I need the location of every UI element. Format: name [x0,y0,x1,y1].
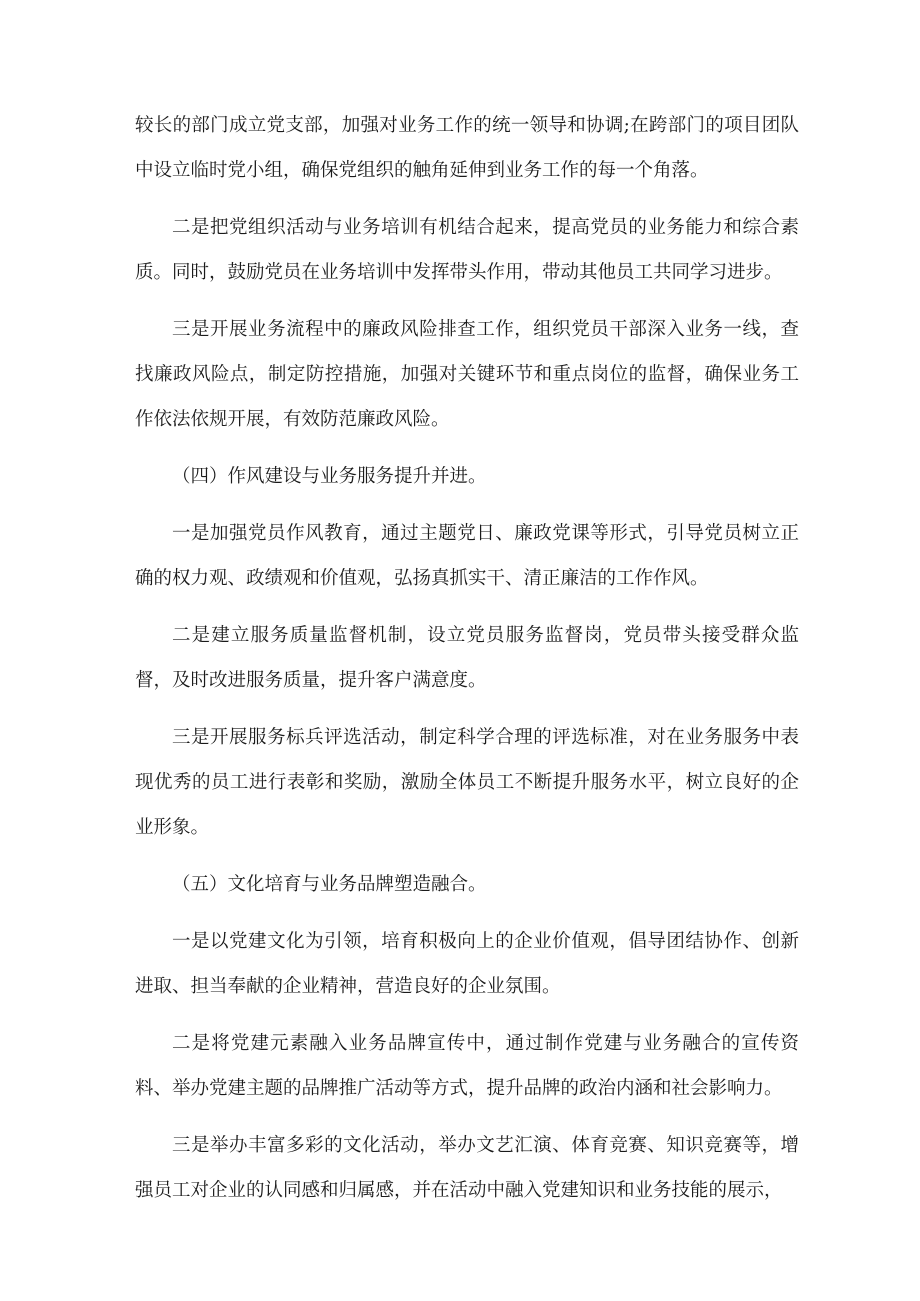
paragraph: 二是将党建元素融入业务品牌宣传中，通过制作党建与业务融合的宣传资料、举办党建主题的品牌推广活动等方式，提升品牌的政治内涵和社会影响力。 [135,1033,799,1099]
paragraph: 三是开展服务标兵评选活动，制定科学合理的评选标准，对在业务服务中表现优秀的员工进行表彰和奖励，激励全体员工不断提升服务水平，树立良好的企业形象。 [135,727,799,838]
paragraph: 二是把党组织活动与业务培训有机结合起来，提高党员的业务能力和综合素质。同时，鼓励党员在业务培训中发挥带头作用，带动其他员工共同学习进步。 [135,217,799,283]
document-body [135,103,799,1225]
section-heading: （四）作风建设与业务服务提升并进。 [172,466,487,487]
paragraph: 一是以党建文化为引领，培育积极向上的企业价值观，倡导团结协作、创新进取、担当奉献的企业精神，营造良好的企业氛围。 [135,931,799,997]
paragraph: 一是加强党员作风教育，通过主题党日、廉政党课等形式，引导党员树立正确的权力观、政绩观和价值观，弘扬真抓实干、清正廉洁的工作作风。 [135,523,799,589]
paragraph: 三是开展业务流程中的廉政风险排查工作，组织党员干部深入业务一线，查找廉政风险点，制定防控措施，加强对关键环节和重点岗位的监督，确保业务工作依法依规开展，有效防范廉政风险。 [135,319,799,430]
paragraph: 三是举办丰富多彩的文化活动，举办文艺汇演、体育竞赛、知识竞赛等，增强员工对企业的认同感和归属感，并在活动中融入党建知识和业务技能的展示， [135,1135,799,1201]
section-heading: （五）文化培育与业务品牌塑造融合。 [172,874,487,895]
paragraph-continuation: 较长的部门成立党支部，加强对业务工作的统一领导和协调;在跨部门的项目团队中设立临时党小组，确保党组织的触角延伸到业务工作的每一个角落。 [135,115,799,181]
paragraph: 二是建立服务质量监督机制，设立党员服务监督岗，党员带头接受群众监督，及时改进服务质量，提升客户满意度。 [135,625,799,691]
